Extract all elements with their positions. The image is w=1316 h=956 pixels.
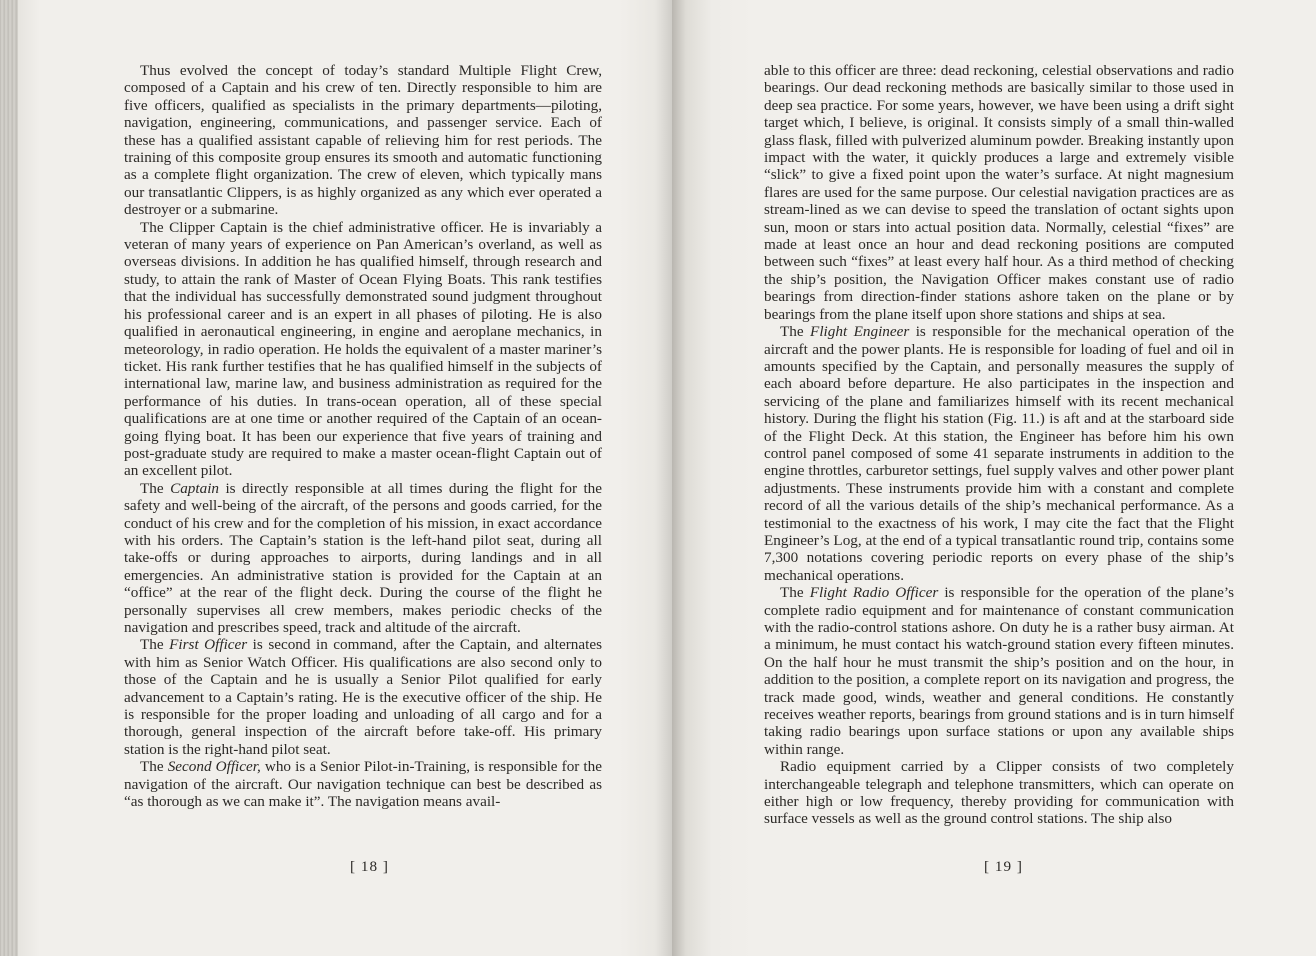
paragraph	[124, 62, 602, 219]
italic-term: First Officer	[169, 636, 248, 654]
paragraph	[764, 758, 1234, 828]
text-run: able to this officer are three: dead reckoning, celestial observations and radio bearings. Our dead reckoning methods are basically similar to those used in deep sea practice. For some years, however, we have been using a drift sight target which, I believe, is original. It consists simply of a small thin-walled glass flask, filled with pulverized aluminum powder. Breaking instantly upon impact with the water, it quickly produces a large and extremely visible “slick” to give a fixed point upon the water’s surface. At night magnesium flares are used for the same purpose. Our celestial navigation practices are as stream-lined as we can devise to speed the translation of octant sights upon sun, moon or stars into actual position data. Normally, celestial “fixes” are made at least once an hour and dead reckoning positions are computed between such “fixes” at least every half hour. As a third method of checking the ship’s position, the Navigation Officer makes constant use of radio bearings from direction-finder stations ashore taken on the plane or by bearings from the plane itself upon shore stations and ships at sea.	[764, 62, 1234, 323]
text-run: is responsible for the mechanical operation of the aircraft and the power plants. He is responsible for loading of fuel and oil in amounts specified by the Captain, and personally measures the supply of each aboard before departure. He also participates in the inspection and servicing of the plane and familiarizes himself with its recent mechanical history. During the flight his station (Fig. 11.) is aft and at the starboard side of the Flight Deck. At this station, the Engineer has before him his own control panel composed of some 41 separate instruments in addition to the engine throttles, carburetor settings, fuel supply valves and other power plant adjustments. These instruments provide him with a constant and complete record of all the various details of the ship’s mechanical performance. As a testimonial to the exactness of his work, I may cite the fact that the Flight Engineer’s Log, at the end of a typical transatlantic round trip, contains some 7,300 notations covering periodic reports on every phase of the ship’s mechanical operations.	[764, 323, 1234, 584]
text-run: who is a Senior Pilot-in-Training, is responsible for the navigation of the aircraft. Our navigation technique can best be described as “as thorough as we can make it”. The navigation means avail-	[124, 758, 602, 811]
italic-term: Second Officer,	[167, 758, 261, 776]
italic-term: Flight Radio Officer	[809, 584, 939, 602]
paragraph	[124, 758, 602, 810]
text-run: Thus evolved the concept of today’s standard Multiple Flight Crew, composed of a Captain and his crew of ten. Directly responsible to him are five officers, qualified as specialists in the primary departments—piloting, navigation, engineering, communications, and passenger service. Each of these has a qualified assistant capable of relieving him for rest periods. The training of this composite group ensures its smooth and automatic functioning as a complete flight organization. The crew of eleven, which typically mans our transatlantic Clippers, is as highly organized as any which ever operated a destroyer or a submarine.	[124, 62, 602, 219]
italic-term: Captain	[170, 479, 220, 497]
italic-term: Flight Engineer	[810, 323, 910, 341]
text-run: is second in command, after the Captain, and alternates with him as Senior Watch Officer. His qualifications are also second only to those of the Captain and he is usually a Senior Pilot qualified for early advancement to a Captain’s rating. He is the executive officer of the ship. He is responsible for the proper loading and unloading of all cargo and for a thorough, general inspection of the aircraft before take-off. His primary station is the right-hand pilot seat.	[124, 636, 602, 758]
paragraph	[764, 62, 1234, 323]
text-run: The	[780, 584, 810, 602]
text-run: is directly responsible at all times during the flight for the safety and well-being of the aircraft, of the persons and goods carried, for the conduct of his crew and for the completion of his mission, in exact accordance with his orders. The Captain’s station is the left-hand pilot seat, during all take-offs or during approaches to airports, during landings and in all emergencies. An administrative station is provided for the Captain at an “office” at the rear of the flight deck. During the course of the flight he personally supervises all crew members, makes periodic checks of the navigation and prescribes speed, track and altitude of the aircraft.	[124, 479, 602, 636]
paragraph	[764, 584, 1234, 758]
left-page-body	[124, 62, 602, 810]
text-run: The	[140, 479, 171, 497]
text-run: is responsible for the operation of the plane’s complete radio equipment and for maintenance of constant communication with the radio-control stations ashore. On duty he is a rather busy airman. At a minimum, he must contact his watch-ground station every fifteen minutes. On the half hour he must transmit the ship’s position and on the hour, in addition to the position, a complete report on its navigation and progress, the track made good, winds, weather and general conditions. He constantly receives weather reports, bearings from ground stations and is in turn himself taking radio bearings upon surface stations or upon any available ships within range.	[764, 584, 1234, 758]
right-page-body	[764, 62, 1234, 828]
text-run: The	[140, 636, 170, 654]
text-run: Radio equipment carried by a Clipper consists of two completely interchangeable telegraph and telephone transmitters, which can operate on either high or low frequency, thereby providing for communication with surface vessels as well as the ground control stations. The ship also	[764, 758, 1234, 828]
text-run: The	[780, 323, 811, 341]
paragraph	[124, 636, 602, 758]
left-page-number: [ 18 ]	[350, 858, 389, 875]
right-page-number: [ 19 ]	[984, 858, 1023, 875]
paragraph	[764, 323, 1234, 584]
paragraph	[124, 219, 602, 480]
text-run: The	[140, 758, 168, 776]
right-page	[672, 0, 1316, 956]
paragraph	[124, 480, 602, 637]
text-run: The Clipper Captain is the chief administrative officer. He is invariably a veteran of many years of experience on Pan American’s overland, as well as overseas divisions. In addition he has qualified himself, through research and study, to attain the rank of Master of Ocean Flying Boats. This rank testifies that the individual has successfully demonstrated sound judgment throughout his professional career and is an expert in all phases of piloting. He is also qualified in aeronautical engineering, in engine and aeroplane mechanics, in meteorology, in radio operation. He holds the equivalent of a master mariner’s ticket. His rank further testifies that he has qualified himself in the subjects of international law, marine law, and business administration as required for the performance of his duties. In trans-ocean operation, all of these special qualifications are at one time or another required of the Captain of an ocean-going flying boat. It has been our experience that five years of training and post-graduate study are required to make a master ocean-flight Captain out of an excellent pilot.	[124, 218, 602, 480]
page-edges	[0, 0, 18, 956]
